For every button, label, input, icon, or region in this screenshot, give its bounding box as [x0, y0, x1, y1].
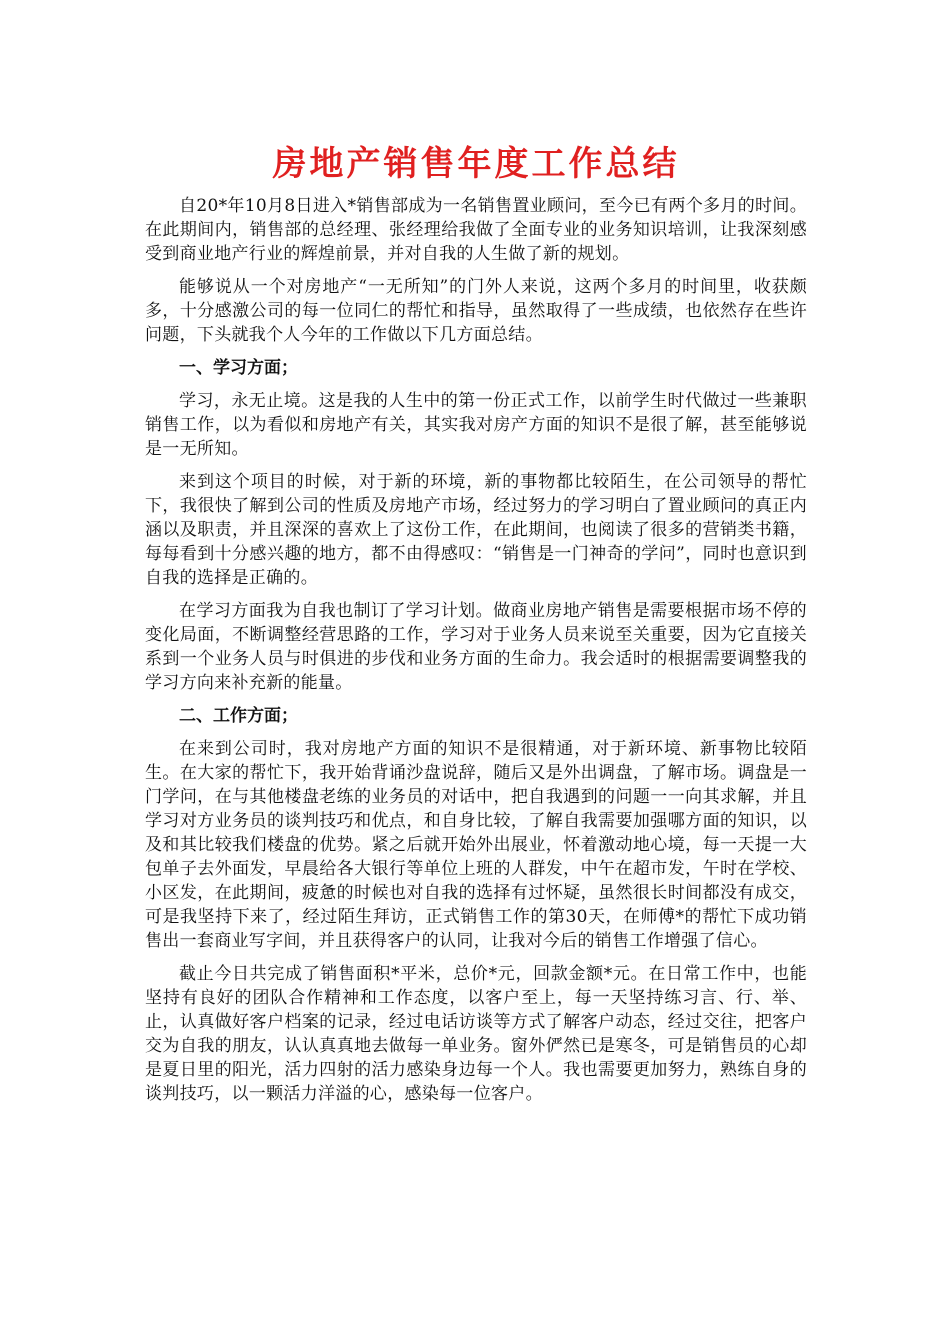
study-paragraph-1: 学习，永无止境。这是我的人生中的第一份正式工作，以前学生时代做过一些兼职销售工作，以为看似和房地产有关，其实我对房产方面的知识不是很了解，甚至能够说是一无所知。: [145, 391, 807, 459]
study-paragraph-3: 在学习方面我为自我也制订了学习计划。做商业房地产销售是需要根据市场不停的变化局面，不断调整经营思路的工作，学习对于业务人员来说至关重要，因为它直接关系到一个业务人员与时俱进的步伐和业务方面的生命力。我会适时的根据需要调整我的学习方向来补充新的能量。: [145, 601, 807, 693]
section-heading-study: 一、学习方面；: [179, 358, 298, 378]
intro-paragraph-1: 自20*年10月8日进入*销售部成为一名销售置业顾问，至今已有两个多月的时间。在此期间内，销售部的总经理、张经理给我做了全面专业的业务知识培训，让我深刻感受到商业地产行业的辉煌前景，并对自我的人生做了新的规划。: [145, 196, 807, 264]
work-paragraph-2: 截止今日共完成了销售面积*平米，总价*元，回款金额*元。在日常工作中，也能坚持有良好的团队合作精神和工作态度，以客户至上，每一天坚持练习言、行、举、止，认真做好客户档案的记录，经过电话访谈等方式了解客户动态，经过交往，把客户交为自我的朋友，认认真真地去做每一单业务。窗外俨然已是寒冬，可是销售员的心却是夏日里的阳光，活力四射的活力感染身边每一个人。我也需要更加努力，熟练自身的谈判技巧，以一颗活力洋溢的心，感染每一位客户。: [145, 964, 807, 1104]
section-heading-work: 二、工作方面；: [179, 706, 298, 726]
document-title: 房地产销售年度工作总结: [272, 144, 680, 184]
work-paragraph-1: 在来到公司时，我对房地产方面的知识不是很精通，对于新环境、新事物比较陌生。在大家的帮忙下，我开始背诵沙盘说辞，随后又是外出调盘，了解市场。调盘是一门学问，在与其他楼盘老练的业务员的对话中，把自我遇到的问题一一向其求解，并且学习对方业务员的谈判技巧和优点，和自身比较，了解自我需要加强哪方面的知识，以及和其比较我们楼盘的优势。紧之后就开始外出展业，怀着激动地心境，每一天提一大包单子去外面发，早晨给各大银行等单位上班的人群发，中午在超市发，午时在学校、小区发，在此期间，疲惫的时候也对自我的选择有过怀疑，虽然很长时间都没有成交，可是我坚持下来了，经过陌生拜访，正式销售工作的第30天，在师傅*的帮忙下成功销售出一套商业写字间，并且获得客户的认同，让我对今后的销售工作增强了信心。: [145, 739, 807, 951]
intro-paragraph-2: 能够说从一个对房地产“一无所知”的门外人来说，这两个多月的时间里，收获颇多，十分感激公司的每一位同仁的帮忙和指导，虽然取得了一些成绩，也依然存在些许问题，下头就我个人今年的工作做以下几方面总结。: [145, 277, 807, 345]
study-paragraph-2: 来到这个项目的时候，对于新的环境，新的事物都比较陌生，在公司领导的帮忙下，我很快了解到公司的性质及房地产市场，经过努力的学习明白了置业顾问的真正内涵以及职责，并且深深的喜欢上了这份工作，在此期间，也阅读了很多的营销类书籍，每每看到十分感兴趣的地方，都不由得感叹：“销售是一门神奇的学问”，同时也意识到自我的选择是正确的。: [145, 472, 807, 588]
document-page: [145, 130, 807, 1115]
